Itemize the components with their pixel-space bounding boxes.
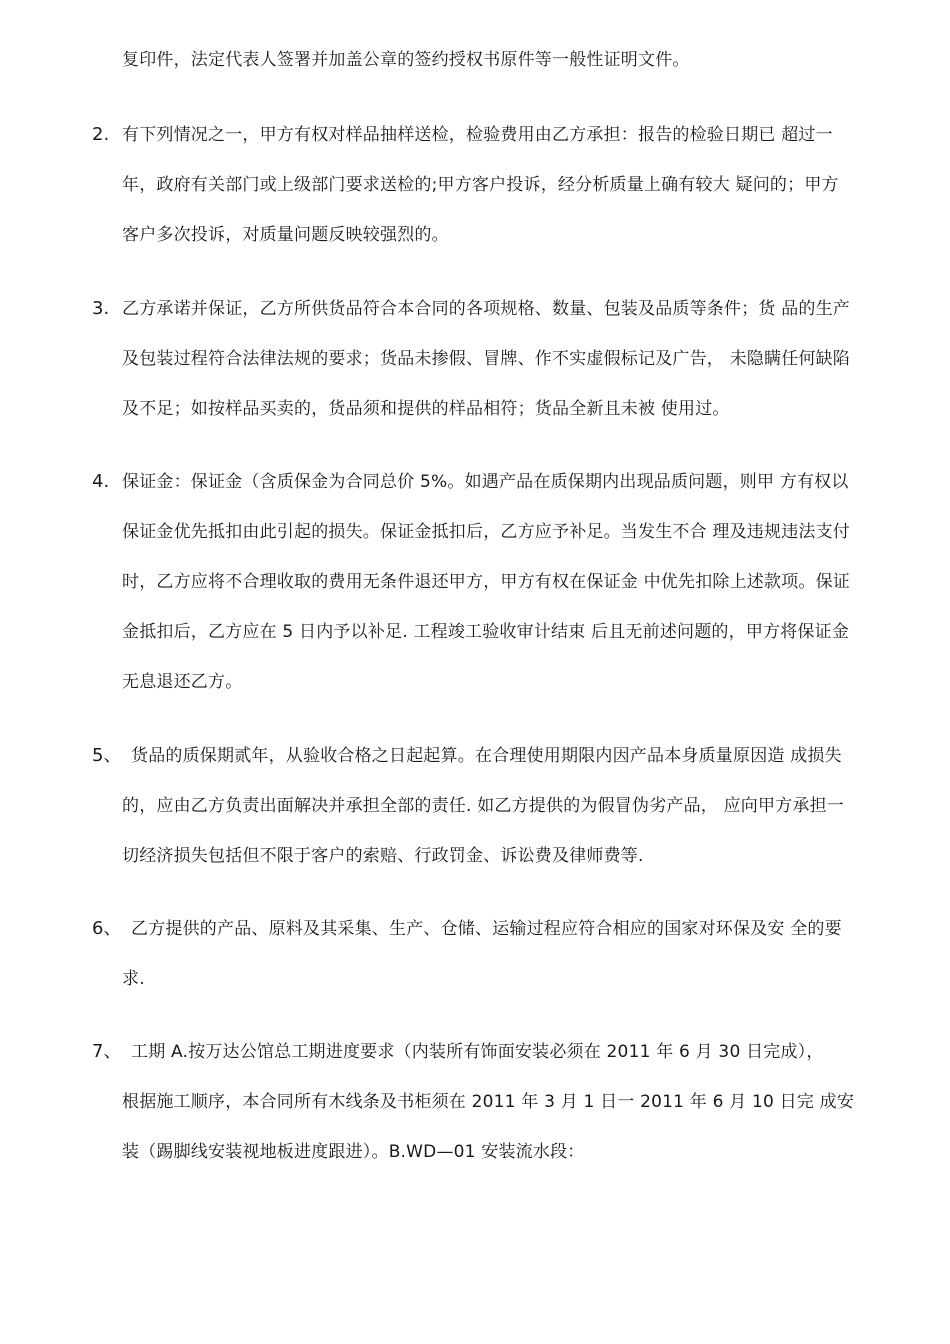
item-5-line-2: 的，应由乙方负责出面解决并承担全部的责任. 如乙方提供的为假冒伪劣产品， 应向甲方承担一: [122, 796, 845, 816]
item-7-line-1: 工期 A.按万达公馆总工期进度要求（内装所有饰面安装必须在 2011 年 6 月 30 日完成），: [131, 1042, 824, 1062]
item-4-line-4: 金抵扣后，乙方应在 5 日内予以补足. 工程竣工验收审计结束 后且无前述问题的，甲方将保证金: [122, 622, 850, 642]
item-3-number: 3.: [92, 298, 110, 319]
item-3-line-1: 乙方承诺并保证，乙方所供货品符合本合同的各项规格、数量、包装及品质等条件；货 品的生产: [122, 299, 851, 319]
item-5-line-1: 货品的质保期贰年，从验收合格之日起起算。在合理使用期限内因产品本身质量原因造 成损失: [131, 746, 842, 766]
item-2-number: 2.: [92, 124, 110, 145]
item-4-line-1: 保证金：保证金（含质保金为合同总价 5%。如遇产品在质保期内出现品质问题，则甲 方有权以: [122, 472, 849, 492]
item-3-line-2: 及包装过程符合法律法规的要求；货品未掺假、冒牌、作不实虚假标记及广告， 未隐瞒任何缺陷: [122, 349, 851, 369]
item-4-line-5: 无息退还乙方。: [122, 672, 243, 692]
item-2-line-1: 有下列情况之一，甲方有权对样品抽样送检，检验费用由乙方承担：报告的检验日期已 超过一: [122, 125, 833, 145]
item-6-number: 6、: [92, 918, 122, 939]
item-7-line-3: 装（踢脚线安装视地板进度跟进）。B.WD—01 安装流水段：: [122, 1142, 585, 1162]
item-6-line-2: 求.: [122, 969, 145, 989]
item-7-number: 7、: [92, 1041, 122, 1062]
intro-line: 复印件，法定代表人签署并加盖公章的签约授权书原件等一般性证明文件。: [122, 50, 690, 70]
item-4-line-2: 保证金优先抵扣由此引起的损失。保证金抵扣后，乙方应予补足。当发生不合 理及违规违法支付: [122, 522, 851, 542]
item-6-line-1: 乙方提供的产品、原料及其采集、生产、仓储、运输过程应符合相应的国家对环保及安 全的要: [131, 919, 842, 939]
item-5-number: 5、: [92, 745, 122, 766]
item-4-line-3: 时，乙方应将不合理收取的费用无条件退还甲方，甲方有权在保证金 中优先扣除上述款项。保证: [122, 572, 851, 592]
item-3-line-3: 及不足；如按样品买卖的，货品须和提供的样品相符；货品全新且未被 使用过。: [122, 399, 730, 419]
item-2-line-2: 年，政府有关部门或上级部门要求送检的;甲方客户投诉，经分析质量上确有较大 疑问的；甲方: [122, 175, 839, 195]
item-7-line-2: 根据施工顺序，本合同所有木线条及书柜须在 2011 年 3 月 1 日一 2011 年 6 月 10 日完 成安: [122, 1092, 855, 1112]
item-2-line-3: 客户多次投诉，对质量问题反映较强烈的。: [122, 225, 449, 245]
item-5-line-3: 切经济损失包括但不限于客户的索赔、行政罚金、诉讼费及律师费等.: [122, 846, 644, 866]
item-4-number: 4.: [92, 471, 110, 492]
